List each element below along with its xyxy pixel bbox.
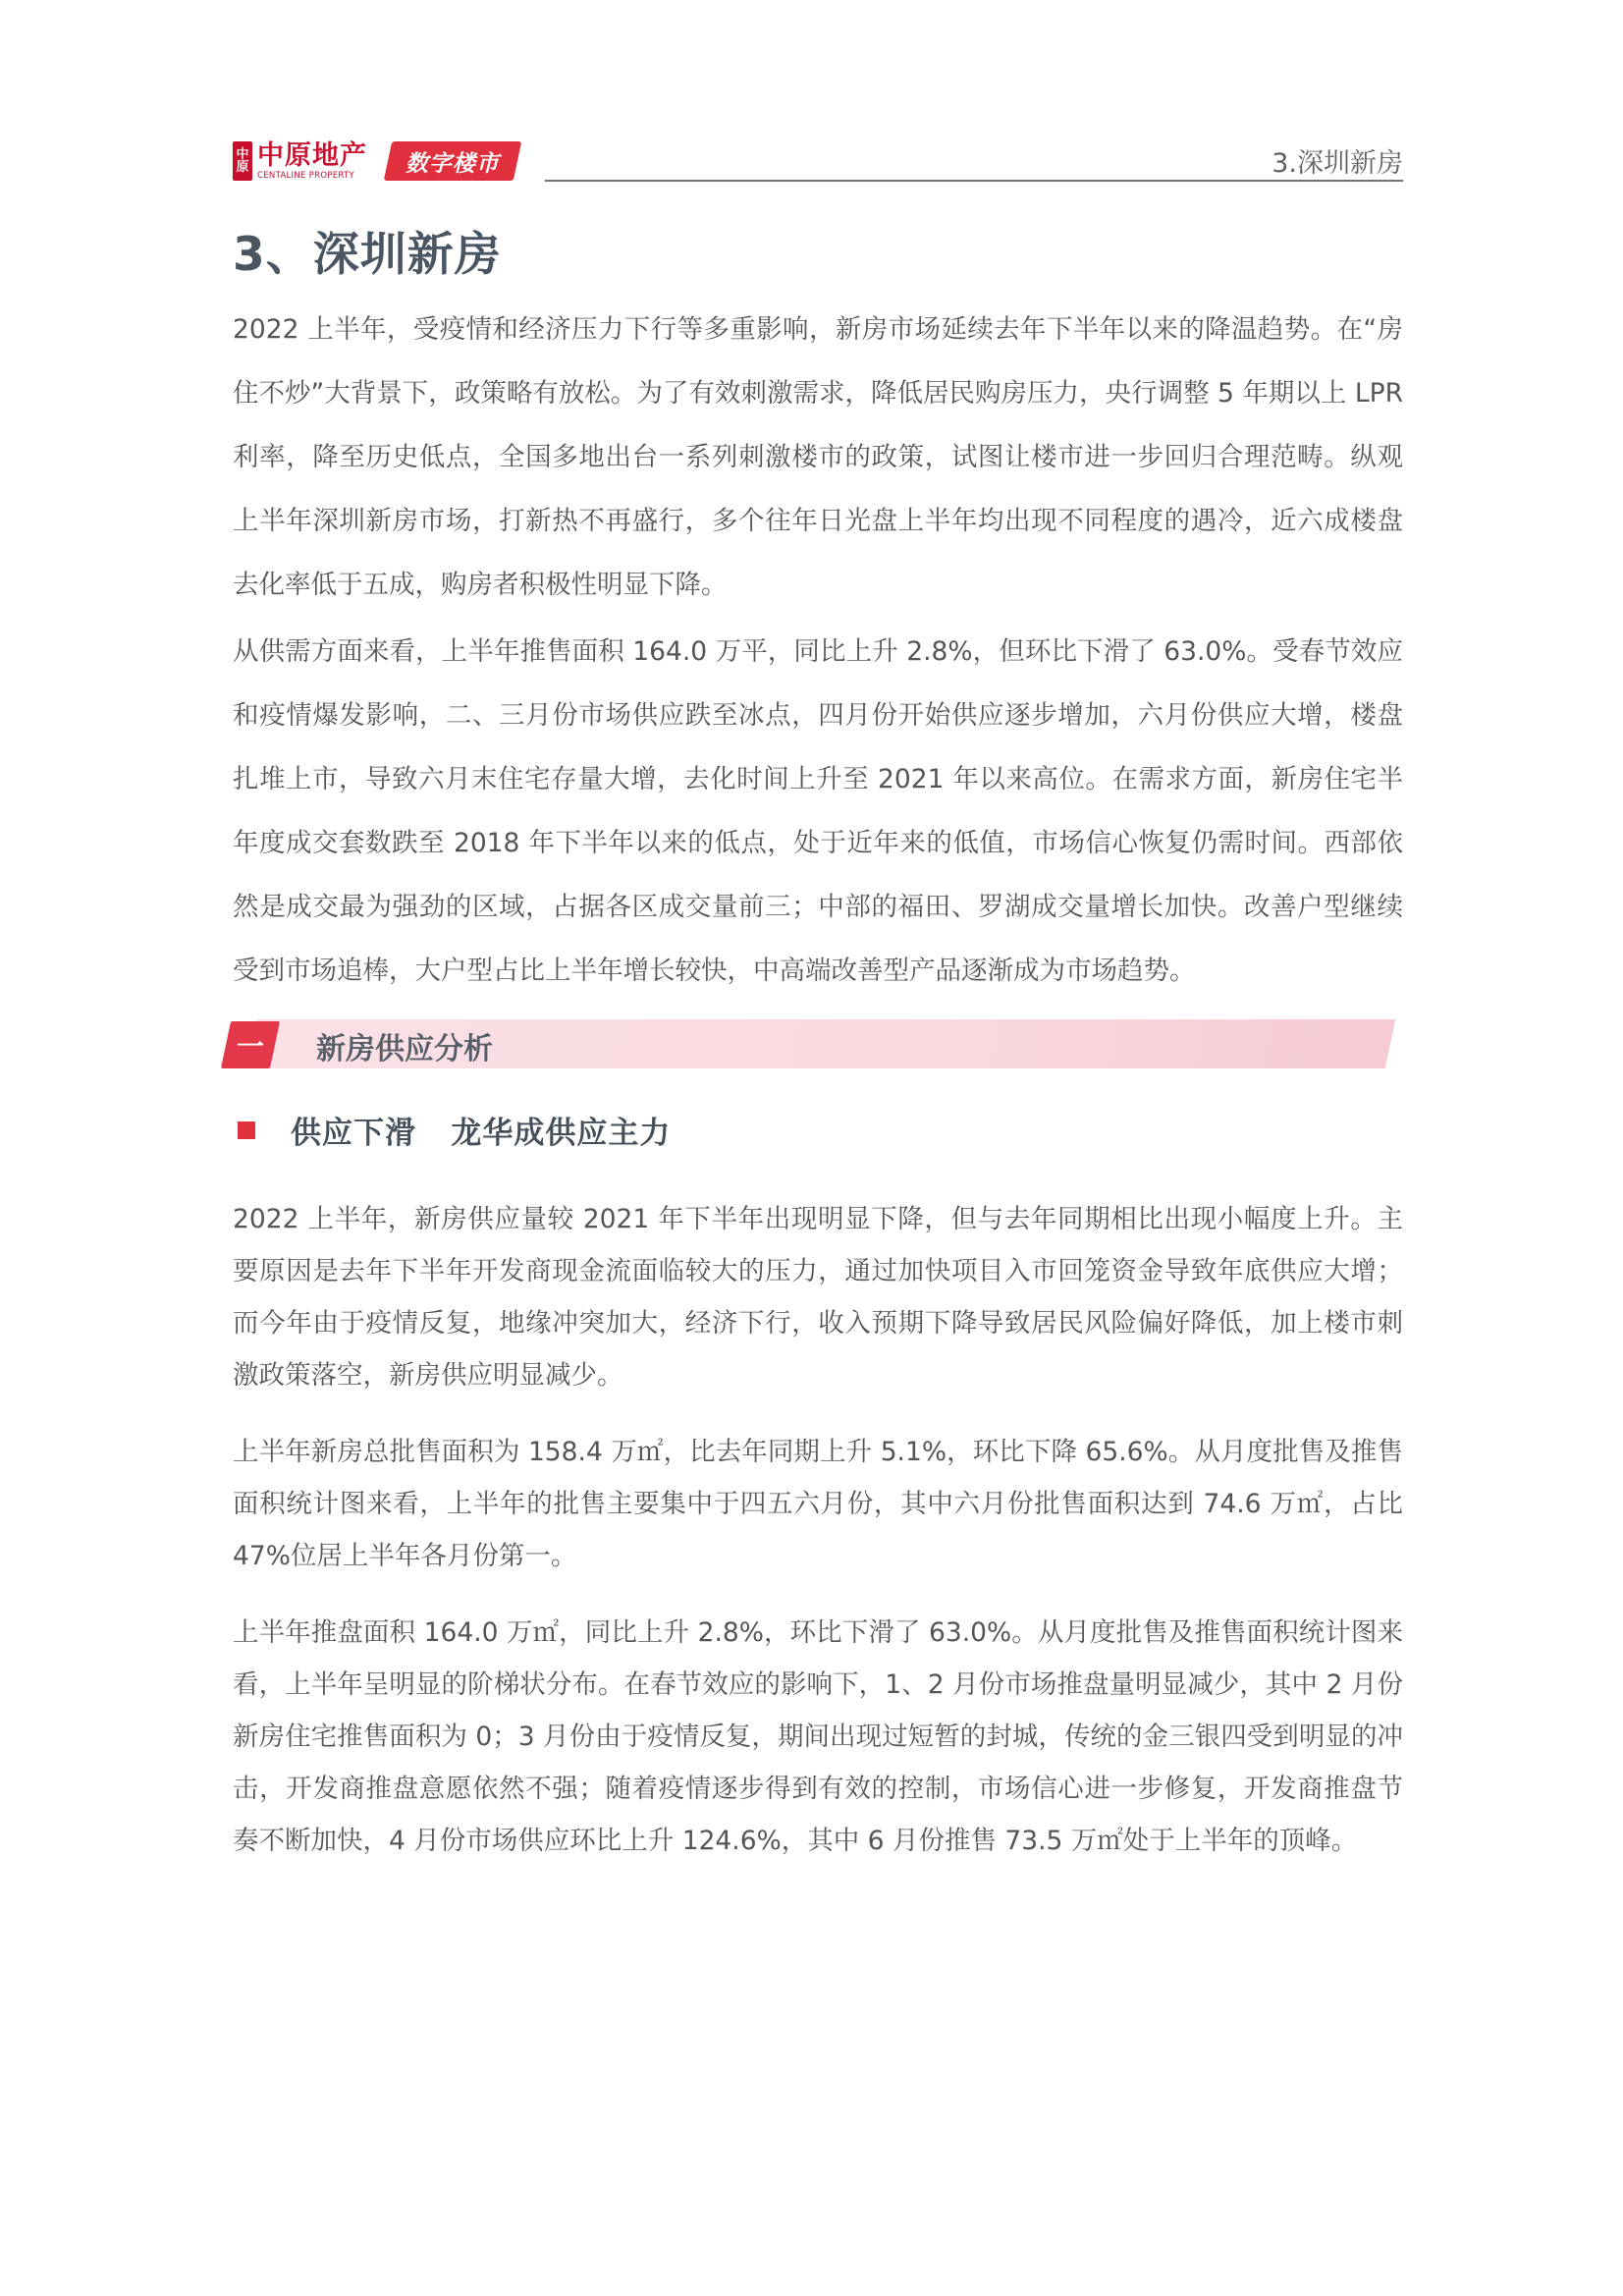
- subheading-text: 供应下滑 龙华成供应主力: [291, 1116, 672, 1151]
- red-square-bullet-icon: [238, 1121, 255, 1139]
- page-title: 3、深圳新房: [233, 228, 502, 282]
- running-section-label: 3.深圳新房: [1271, 148, 1403, 179]
- centaline-logo: [233, 141, 367, 181]
- header-divider: [545, 180, 1403, 182]
- section-number-tab: [221, 1021, 280, 1068]
- page-header: [233, 137, 1403, 189]
- logo-text: [257, 141, 367, 181]
- section-number: 一: [236, 1030, 264, 1063]
- logo-name-en: CENTALINE PROPERTY: [257, 171, 354, 181]
- logo-mark-icon: 中原: [233, 141, 252, 181]
- body-paragraph-3: 上半年推盘面积 164.0 万㎡，同比上升 2.8%，环比下滑了 63.0%。从月度批售及推售面积统计图来看，上半年呈明显的阶梯状分布。在春节效应的影响下，1、2 月份市场推盘量明显减少，其中 2 月份新房住宅推售面积为 0；3 月份由于疫情反复，期间出现过短暂的封城，传统的金三银四受到明显的冲击，开发商推盘意愿依然不强；随着疫情逐步得到有效的控制，市场信心进一步修复，开发商推盘节奏不断加快，4 月份市场供应环比上升 124.6%，其中 6 月份推售 73.5 万㎡处于上半年的顶峰。: [233, 1617, 1403, 1856]
- intro-paragraph-1: 2022 上半年，受疫情和经济压力下行等多重影响，新房市场延续去年下半年以来的降温趋势。在“房住不炒”大背景下，政策略有放松。为了有效刺激需求，降低居民购房压力，央行调整 5 年期以上 LPR 利率，降至历史低点，全国多地出台一系列刺激楼市的政策，试图让楼市进一步回归合理范畴。纵观上半年深圳新房市场，打新热不再盛行，多个往年日光盘上半年均出现不同程度的遇冷，近六成楼盘去化率低于五成，购房者积极性明显下降。: [233, 314, 1403, 600]
- digital-market-badge: [384, 141, 522, 181]
- badge-label: 数字楼市: [406, 150, 500, 177]
- intro-paragraph-2: 从供需方面来看，上半年推售面积 164.0 万平，同比上升 2.8%，但环比下滑了 63.0%。受春节效应和疫情爆发影响，二、三月份市场供应跌至冰点，四月份开始供应逐步增加，六月份供应大增，楼盘扎堆上市，导致六月末住宅存量大增，去化时间上升至 2021 年以来高位。在需求方面，新房住宅半年度成交套数跌至 2018 年下半年以来的低点，处于近年来的低值，市场信心恢复仍需时间。西部依然是成交最为强劲的区域，占据各区成交量前三；中部的福田、罗湖成交量增长加快。改善户型继续受到市场追棒，大户型占比上半年增长较快，中高端改善型产品逐渐成为市场趋势。: [233, 636, 1403, 986]
- section-heading-bar: [220, 1019, 1393, 1068]
- section-title: 新房供应分析: [316, 1032, 493, 1066]
- body-paragraph-2: 上半年新房总批售面积为 158.4 万㎡，比去年同期上升 5.1%，环比下降 65.6%。从月度批售及推售面积统计图来看，上半年的批售主要集中于四五六月份，其中六月份批售面积达到 74.6 万㎡，占比 47%位居上半年各月份第一。: [233, 1437, 1403, 1571]
- logo-name-cn: 中原地产: [257, 140, 367, 171]
- subheading: [238, 1108, 671, 1152]
- body-paragraph-1: 2022 上半年，新房供应量较 2021 年下半年出现明显下降，但与去年同期相比出现小幅度上升。主要原因是去年下半年开发商现金流面临较大的压力，通过加快项目入市回笼资金导致年底供应大增；而今年由于疫情反复，地缘冲突加大，经济下行，收入预期下降导致居民风险偏好降低，加上楼市刺激政策落空，新房供应明显减少。: [233, 1204, 1403, 1391]
